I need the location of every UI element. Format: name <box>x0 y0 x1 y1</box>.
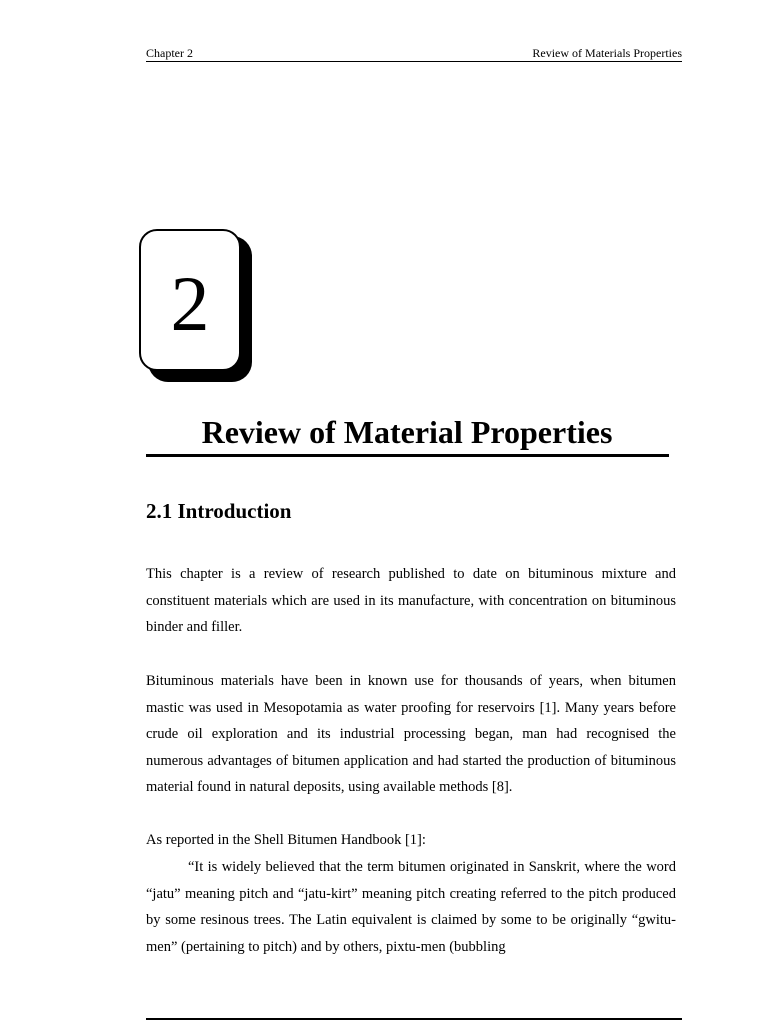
section-heading: 2.1 Introduction <box>146 499 292 523</box>
header-chapter-label: Chapter 2 <box>146 46 193 60</box>
title-underline <box>146 454 669 457</box>
quotation-paragraph: “It is widely believed that the term bitumen originated in Sanskrit, where the word “jatu” meaning pitch and “jatu-kirt” meaning pitch creating referred to the pitch produced by some resinous trees. The Latin equivalent is claimed by some to be originally “gwitu-men” (pertaining to pitch) and by others, pixtu-men (bubbling <box>146 859 676 955</box>
header-section-title: Review of Materials Properties <box>532 46 682 60</box>
paragraph-3: As reported in the Shell Bitumen Handbook [1]: <box>146 832 426 848</box>
paragraph-1: This chapter is a review of research published to date on bituminous mixture and constituent materials which are used in its manufacture, with concentration on bituminous binder and filler. <box>146 566 676 635</box>
chapter-title: Review of Material Properties <box>201 414 613 450</box>
chapter-number: 2 <box>170 260 210 347</box>
running-header <box>146 45 682 62</box>
footer-rule <box>146 1018 682 1020</box>
chapter-number-box <box>139 229 241 371</box>
paragraph-2: Bituminous materials have been in known use for thousands of years, when bitumen mastic was used in Mesopotamia as water proofing for reservoirs [1]. Many years before crude oil exploration and its industrial processing began, man had recognised the numerous advantages of bitumen application and had started the production of bituminous material found in natural deposits, using available methods [8]. <box>146 673 676 795</box>
